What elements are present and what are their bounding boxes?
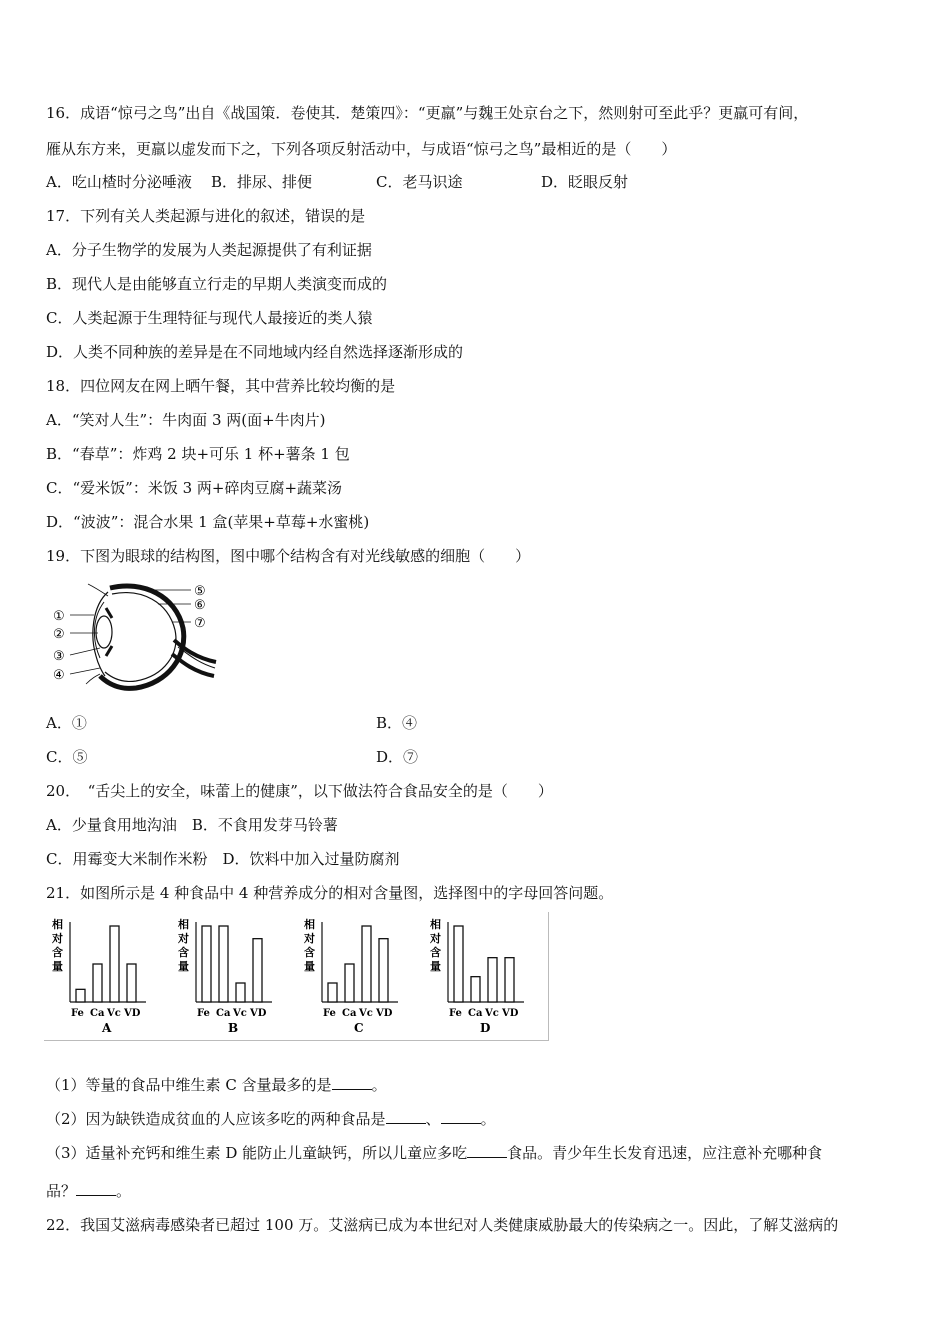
chart-a-tick-fe: Fe [71, 1008, 84, 1019]
chart-b-ylabel-char: 相 [178, 918, 189, 931]
chart-a-title: A [102, 1021, 112, 1035]
q21-sub1-blank[interactable] [332, 1075, 372, 1090]
chart-a-ylabel-char: 相 [52, 918, 63, 931]
chart-d-bar-vd [505, 958, 514, 1002]
chart-a-tick-vd: VD [124, 1008, 141, 1019]
chart-c-tick-vd: VD [376, 1008, 393, 1019]
q21-sub2-end: 。 [480, 1110, 496, 1128]
eye-label-4: ④ [53, 668, 65, 683]
chart-a-tick-ca: Ca [90, 1008, 105, 1019]
chart-d-title: D [480, 1021, 491, 1035]
chart-b-ylabel-char: 量 [178, 960, 189, 973]
q16-option-b: B．排尿、排便 [211, 173, 313, 191]
chart-c-tick-vc: Vc [359, 1008, 373, 1019]
eye-label-5: ⑤ [194, 584, 206, 599]
chart-c-ylabel-char: 对 [304, 932, 315, 945]
chart-a-bar-vc [110, 926, 119, 1002]
q21-sub2-sep: 、 [425, 1110, 441, 1128]
q21-sub3-blank2[interactable] [76, 1181, 116, 1196]
chart-b-tick-fe: Fe [197, 1008, 210, 1019]
q21-stem: 21．如图所示是 4 种食品中 4 种营养成分的相对含量图，选择图中的字母回答问题。 [46, 884, 614, 902]
q19-option-c: C．⑤ [46, 748, 88, 766]
chart-c-ylabel-char: 相 [304, 918, 315, 931]
chart-b-tick-vc: Vc [233, 1008, 247, 1019]
chart-a-ylabel-char: 含 [52, 946, 63, 959]
q22-stem: 22．我国艾滋病毒感染者已超过 100 万。艾滋病已成为本世纪对人类健康威胁最大的传染病之一。因此，了解艾滋病的 [46, 1216, 839, 1234]
q17-option-b: B．现代人是由能够直立行走的早期人类演变而成的 [46, 275, 388, 293]
chart-b-bar-vc [236, 983, 245, 1002]
q21-sub1 [46, 1075, 387, 1095]
q20-stem: 20． “舌尖上的安全，味蕾上的健康”，以下做法符合食品安全的是（ ） [46, 782, 553, 800]
q20-options-line1: A．少量食用地沟油 B．不食用发芽马铃薯 [46, 816, 338, 834]
chart-c-ylabel-char: 量 [304, 960, 315, 973]
q21-sub3-text-end: 食品。青少年生长发育迅速，应注意补充哪种食 [507, 1144, 823, 1162]
chart-c-tick-ca: Ca [342, 1008, 357, 1019]
q16-option-c: C．老马识途 [376, 173, 463, 191]
chart-b-bar-vd [253, 939, 262, 1002]
chart-d-ylabel-char: 相 [430, 918, 441, 931]
q18-option-a: A．“笑对人生”：牛肉面 3 两(面+牛肉片) [46, 411, 326, 429]
chart-b-tick-ca: Ca [216, 1008, 231, 1019]
chart-b-tick-vd: VD [250, 1008, 267, 1019]
q17-option-a: A．分子生物学的发展为人类起源提供了有利证据 [46, 241, 372, 259]
chart-a-bar-vd [127, 964, 136, 1002]
chart-d-bar-vc [488, 958, 497, 1002]
eye-label-7: ⑦ [194, 616, 206, 631]
chart-b-bar-ca [219, 926, 228, 1002]
chart-a-tick-vc: Vc [107, 1008, 121, 1019]
chart-d-bar-ca [471, 977, 480, 1002]
q18-stem: 18．四位网友在网上晒午餐，其中营养比较均衡的是 [46, 377, 396, 395]
q19-option-d: D．⑦ [376, 748, 419, 766]
q21-sub2 [46, 1109, 496, 1129]
chart-d-bar-fe [454, 926, 463, 1002]
eye-label-3: ③ [53, 649, 65, 664]
q17-stem: 17．下列有关人类起源与进化的叙述，错误的是 [46, 207, 366, 225]
chart-d-tick-fe: Fe [449, 1008, 462, 1019]
q21-sub3-text: （3）适量补充钙和维生素 D 能防止儿童缺钙，所以儿童应多吃 [46, 1144, 468, 1162]
eye-label-6: ⑥ [194, 598, 206, 613]
q21-sub2-blank1[interactable] [386, 1109, 426, 1124]
q18-option-b: B．“春草”：炸鸡 2 块+可乐 1 杯+薯条 1 包 [46, 445, 350, 463]
q21-sub3-line2 [46, 1181, 131, 1201]
chart-c-title: C [354, 1021, 364, 1035]
q17-option-c: C．人类起源于生理特征与现代人最接近的类人猿 [46, 309, 373, 327]
q21-sub1-end: 。 [371, 1076, 387, 1094]
q17-option-d: D．人类不同种族的差异是在不同地域内经自然选择逐渐形成的 [46, 343, 464, 361]
chart-a-ylabel-char: 对 [52, 932, 63, 945]
chart-b-title: B [228, 1021, 239, 1035]
q21-sub2-text: （2）因为缺铁造成贫血的人应该多吃的两种食品是 [46, 1110, 386, 1128]
chart-d-ylabel-char: 对 [430, 932, 441, 945]
q16-stem-line1: 16．成语“惊弓之鸟”出自《战国策．卷使其．楚策四》：“更羸”与魏王处京台之下，然则射可至此乎？更羸可有间， [46, 104, 809, 122]
eye-label-1: ① [53, 609, 65, 624]
nutrient-bar-charts [44, 912, 549, 1041]
eye-label-2: ② [53, 627, 65, 642]
q21-sub3-line2-text: 品？ [46, 1182, 77, 1200]
q16-stem-line2: 雁从东方来，更羸以虚发而下之，下列各项反射活动中，与成语“惊弓之鸟”最相近的是（ ） [46, 140, 677, 158]
chart-b-ylabel-char: 含 [178, 946, 189, 959]
chart-c-bar-fe [328, 983, 337, 1002]
chart-c-ylabel-char: 含 [304, 946, 315, 959]
q20-options-line2: C．用霉变大米制作米粉 D．饮料中加入过量防腐剂 [46, 850, 400, 868]
chart-d-tick-vd: VD [502, 1008, 519, 1019]
chart-d-tick-vc: Vc [485, 1008, 499, 1019]
chart-c-tick-fe: Fe [323, 1008, 336, 1019]
q19-option-a: A．① [46, 714, 87, 732]
q16-option-a: A．吃山楂时分泌唾液 [46, 173, 192, 191]
q19-option-b: B．④ [376, 714, 418, 732]
eye-structure-diagram [48, 578, 218, 693]
chart-c-bar-vc [362, 926, 371, 1002]
chart-c-bar-ca [345, 964, 354, 1002]
q18-option-c: C．“爱米饭”：米饭 3 两+碎肉豆腐+蔬菜汤 [46, 479, 343, 497]
q16-option-d: D．眨眼反射 [541, 173, 629, 191]
chart-a-bar-ca [93, 964, 102, 1002]
chart-b-ylabel-char: 对 [178, 932, 189, 945]
q21-sub1-text: （1）等量的食品中维生素 C 含量最多的是 [46, 1076, 332, 1094]
chart-d-ylabel-char: 量 [430, 960, 441, 973]
chart-d-tick-ca: Ca [468, 1008, 483, 1019]
chart-b-bar-fe [202, 926, 211, 1002]
chart-a-ylabel-char: 量 [52, 960, 63, 973]
q21-sub3-line2-end: 。 [116, 1182, 132, 1200]
q21-sub3-line1 [46, 1143, 822, 1163]
chart-a-bar-fe [76, 989, 85, 1002]
q21-sub3-blank1[interactable] [467, 1143, 507, 1158]
q19-stem: 19．下图为眼球的结构图，图中哪个结构含有对光线敏感的细胞（ ） [46, 547, 531, 565]
chart-d-ylabel-char: 含 [430, 946, 441, 959]
chart-c-bar-vd [379, 939, 388, 1002]
q18-option-d: D．“波波”：混合水果 1 盒(苹果+草莓+水蜜桃) [46, 513, 370, 531]
q21-sub2-blank2[interactable] [441, 1109, 481, 1124]
